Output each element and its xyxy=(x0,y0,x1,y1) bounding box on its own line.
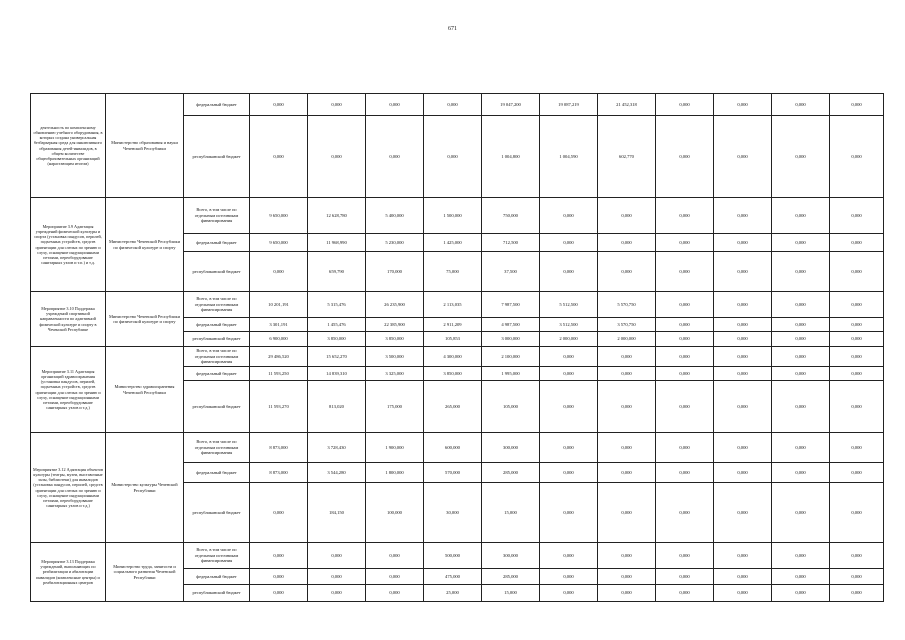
amount-cell: 0,000 xyxy=(714,585,772,602)
amount-cell: 0,000 xyxy=(656,116,714,198)
amount-cell: 3 000,000 xyxy=(482,332,540,347)
amount-cell: 0,000 xyxy=(830,543,884,569)
amount-cell: 659,790 xyxy=(308,252,366,292)
amount-cell: 2 113,035 xyxy=(424,292,482,318)
amount-cell: 750,000 xyxy=(482,198,540,234)
amount-cell: 14 839,310 xyxy=(308,367,366,381)
amount-cell: 3 500,000 xyxy=(366,347,424,367)
amount-cell: 100,000 xyxy=(366,483,424,543)
amount-cell: 0,000 xyxy=(830,569,884,585)
executor-cell: Министерство Чеченской Республики по физической культуре и спорту xyxy=(106,292,184,347)
amount-cell: 0,000 xyxy=(714,367,772,381)
amount-cell: 0,000 xyxy=(250,569,308,585)
amount-cell: 0,000 xyxy=(250,252,308,292)
executor-cell: Министерство Чеченской Республики по физической культуре и спорту xyxy=(106,198,184,292)
amount-cell: 0,000 xyxy=(598,433,656,463)
amount-cell: 3 512,500 xyxy=(540,318,598,332)
amount-cell: 0,000 xyxy=(772,569,830,585)
amount-cell: 0,000 xyxy=(714,463,772,483)
amount-cell: 0,000 xyxy=(656,347,714,367)
amount-cell: 1 900,000 xyxy=(366,433,424,463)
amount-cell: 0,000 xyxy=(772,292,830,318)
table-row xyxy=(31,347,884,367)
table-row xyxy=(31,543,884,569)
amount-cell: 0,000 xyxy=(424,94,482,116)
amount-cell: 0,000 xyxy=(598,198,656,234)
amount-cell: 0,000 xyxy=(598,347,656,367)
funding-source-cell: республиканский бюджет xyxy=(184,483,250,543)
amount-cell: 5 230,000 xyxy=(366,234,424,252)
amount-cell: 0,000 xyxy=(714,116,772,198)
amount-cell: 3 325,000 xyxy=(366,367,424,381)
funding-source-cell: республиканский бюджет xyxy=(184,381,250,433)
amount-cell: 1 425,000 xyxy=(424,234,482,252)
amount-cell: 0,000 xyxy=(250,483,308,543)
amount-cell: 0,000 xyxy=(656,569,714,585)
amount-cell: 4 987,500 xyxy=(482,318,540,332)
amount-cell: 8 873,000 xyxy=(250,433,308,463)
amount-cell: 11 593,250 xyxy=(250,367,308,381)
amount-cell: 0,000 xyxy=(308,94,366,116)
amount-cell: 265,000 xyxy=(424,381,482,433)
amount-cell: 22 385,900 xyxy=(366,318,424,332)
funding-source-cell: федеральный бюджет xyxy=(184,463,250,483)
amount-cell: 0,000 xyxy=(772,543,830,569)
amount-cell: 0,000 xyxy=(598,252,656,292)
amount-cell: 21 452,318 xyxy=(598,94,656,116)
amount-cell: 8 873,000 xyxy=(250,463,308,483)
amount-cell: 0,000 xyxy=(830,318,884,332)
amount-cell: 0,000 xyxy=(540,463,598,483)
amount-cell: 2 100,000 xyxy=(482,347,540,367)
amount-cell: 7 987,500 xyxy=(482,292,540,318)
amount-cell: 0,000 xyxy=(308,116,366,198)
amount-cell: 15,000 xyxy=(482,483,540,543)
budget-table xyxy=(30,93,884,602)
amount-cell: 0,000 xyxy=(772,381,830,433)
amount-cell: 0,000 xyxy=(830,198,884,234)
amount-cell: 0,000 xyxy=(540,433,598,463)
amount-cell: 602,770 xyxy=(598,116,656,198)
amount-cell: 3 301,191 xyxy=(250,318,308,332)
amount-cell: 0,000 xyxy=(772,347,830,367)
table-row xyxy=(31,433,884,463)
funding-source-cell: федеральный бюджет xyxy=(184,318,250,332)
table-row xyxy=(31,292,884,318)
amount-cell: 285,000 xyxy=(482,463,540,483)
funding-source-cell: федеральный бюджет xyxy=(184,94,250,116)
amount-cell: 0,000 xyxy=(308,569,366,585)
amount-cell: 0,000 xyxy=(714,292,772,318)
amount-cell: 0,000 xyxy=(540,234,598,252)
funding-source-cell: федеральный бюджет xyxy=(184,234,250,252)
amount-cell: 0,000 xyxy=(772,483,830,543)
amount-cell: 0,000 xyxy=(714,234,772,252)
amount-cell: 0,000 xyxy=(772,318,830,332)
amount-cell: 0,000 xyxy=(366,116,424,198)
amount-cell: 9 650,000 xyxy=(250,234,308,252)
amount-cell: 0,000 xyxy=(656,585,714,602)
amount-cell: 5 400,000 xyxy=(366,198,424,234)
amount-cell: 105,853 xyxy=(424,332,482,347)
measure-name-cell: Мероприятие 3.12 Адаптация объектов культуры (театры, музеи, выставочные залы, библиотеки) для инвалидов (установка пандусов, перилей, средств ориентации для слепых по зрению и слуху, оснащение индукционными петлями, переоборудование санитарных узлов и т.д.) xyxy=(31,433,106,543)
amount-cell: 0,000 xyxy=(714,433,772,463)
executor-cell: Министерство образования и науки Чеченской Республики xyxy=(106,94,184,198)
amount-cell: 0,000 xyxy=(598,381,656,433)
amount-cell: 5 512,500 xyxy=(540,292,598,318)
amount-cell: 0,000 xyxy=(714,94,772,116)
amount-cell: 0,000 xyxy=(656,332,714,347)
amount-cell: 0,000 xyxy=(540,381,598,433)
amount-cell: 12 628,780 xyxy=(308,198,366,234)
amount-cell: 0,000 xyxy=(656,198,714,234)
amount-cell: 0,000 xyxy=(424,116,482,198)
amount-cell: 0,000 xyxy=(366,94,424,116)
amount-cell: 0,000 xyxy=(830,433,884,463)
amount-cell: 3 544,280 xyxy=(308,463,366,483)
amount-cell: 0,000 xyxy=(656,234,714,252)
amount-cell: 0,000 xyxy=(830,367,884,381)
amount-cell: 0,000 xyxy=(656,367,714,381)
amount-cell: 0,000 xyxy=(772,198,830,234)
amount-cell: 3 850,000 xyxy=(424,367,482,381)
amount-cell: 0,000 xyxy=(656,292,714,318)
amount-cell: 0,000 xyxy=(772,367,830,381)
amount-cell: 0,000 xyxy=(540,569,598,585)
amount-cell: 0,000 xyxy=(772,252,830,292)
amount-cell: 0,000 xyxy=(308,585,366,602)
amount-cell: 10 201,191 xyxy=(250,292,308,318)
amount-cell: 0,000 xyxy=(540,543,598,569)
amount-cell: 2 911,209 xyxy=(424,318,482,332)
amount-cell: 4 300,000 xyxy=(424,347,482,367)
measure-name-cell: Мероприятие 3.13 Поддержка учреждений, выполняющих по реабилитации и абилитации инвалидов (комплексные центры) и реабилитационных центров xyxy=(31,543,106,602)
amount-cell: 500,000 xyxy=(424,543,482,569)
amount-cell: 0,000 xyxy=(308,543,366,569)
amount-cell: 0,000 xyxy=(772,585,830,602)
measure-name-cell: деятельность по комплексному обновлению учебного оборудования, в которых создана универсальная безбарьерная среда для инклюзивного образования детей-инвалидов, в общем количестве общеобразовательных организаций (нарастающим итогом) xyxy=(31,94,106,198)
page-number: 671 xyxy=(448,26,457,32)
funding-source-cell: республиканский бюджет xyxy=(184,585,250,602)
funding-source-cell: республиканский бюджет xyxy=(184,116,250,198)
amount-cell: 0,000 xyxy=(830,381,884,433)
amount-cell: 600,000 xyxy=(424,433,482,463)
amount-cell: 570,000 xyxy=(424,463,482,483)
measure-name-cell: Мероприятие 3.9 Адаптация учреждений физической культуры и спорта (установка пандусов, перилей, подъемных устройств, средств ориентации для слепых по зрению и слуху, оснащение индукционными петлями, переоборудование санитарных узлов и т.п.) и т.д. xyxy=(31,198,106,292)
table-row xyxy=(31,198,884,234)
amount-cell: 0,000 xyxy=(540,347,598,367)
amount-cell: 712,500 xyxy=(482,234,540,252)
funding-source-cell: Всего, в том числе по отдельным источникам финансирования xyxy=(184,292,250,318)
amount-cell: 0,000 xyxy=(714,198,772,234)
amount-cell: 1 004,590 xyxy=(540,116,598,198)
amount-cell: 0,000 xyxy=(598,367,656,381)
measure-name-cell: Мероприятие 3.11 Адаптация организаций здравоохранения (установка пандусов, перилей, подъемных устройств, средств ориентации для слепых по зрению и слуху, оснащение индукционными петлями, переоборудование санитарных узлов и т.д.) xyxy=(31,347,106,433)
amount-cell: 0,000 xyxy=(830,116,884,198)
amount-cell: 25,000 xyxy=(424,585,482,602)
amount-cell: 0,000 xyxy=(598,483,656,543)
funding-source-cell: Всего, в том числе по отдельным источникам финансирования xyxy=(184,198,250,234)
amount-cell: 0,000 xyxy=(656,463,714,483)
funding-source-cell: Всего, в том числе по отдельным источникам финансирования xyxy=(184,347,250,367)
amount-cell: 475,000 xyxy=(424,569,482,585)
amount-cell: 0,000 xyxy=(656,433,714,463)
amount-cell: 3 850,000 xyxy=(366,332,424,347)
measure-name-cell: Мероприятие 3.10 Поддержка учреждений спортивной направленности по адаптивной физической культуре и спорту в Чеченской Республике xyxy=(31,292,106,347)
amount-cell: 0,000 xyxy=(714,569,772,585)
amount-cell: 0,000 xyxy=(598,569,656,585)
amount-cell: 0,000 xyxy=(830,347,884,367)
amount-cell: 0,000 xyxy=(366,569,424,585)
amount-cell: 15 652,270 xyxy=(308,347,366,367)
amount-cell: 1 800,000 xyxy=(366,463,424,483)
amount-cell: 0,000 xyxy=(656,483,714,543)
amount-cell: 0,000 xyxy=(772,94,830,116)
amount-cell: 0,000 xyxy=(656,252,714,292)
amount-cell: 0,000 xyxy=(366,585,424,602)
amount-cell: 29 486,520 xyxy=(250,347,308,367)
amount-cell: 9 650,000 xyxy=(250,198,308,234)
amount-cell: 6 900,000 xyxy=(250,332,308,347)
amount-cell: 0,000 xyxy=(598,234,656,252)
funding-source-cell: республиканский бюджет xyxy=(184,332,250,347)
amount-cell: 0,000 xyxy=(772,463,830,483)
amount-cell: 0,000 xyxy=(250,94,308,116)
amount-cell: 3 850,000 xyxy=(308,332,366,347)
funding-source-cell: республиканский бюджет xyxy=(184,252,250,292)
amount-cell: 0,000 xyxy=(250,585,308,602)
amount-cell: 2 000,000 xyxy=(598,332,656,347)
amount-cell: 0,000 xyxy=(598,543,656,569)
amount-cell: 26 235,900 xyxy=(366,292,424,318)
amount-cell: 0,000 xyxy=(540,198,598,234)
amount-cell: 19 047,200 xyxy=(482,94,540,116)
amount-cell: 0,000 xyxy=(830,463,884,483)
amount-cell: 0,000 xyxy=(250,543,308,569)
amount-cell: 0,000 xyxy=(656,318,714,332)
amount-cell: 30,000 xyxy=(424,483,482,543)
amount-cell: 2 000,000 xyxy=(540,332,598,347)
amount-cell: 0,000 xyxy=(830,483,884,543)
amount-cell: 0,000 xyxy=(656,543,714,569)
amount-cell: 1 455,476 xyxy=(308,318,366,332)
amount-cell: 300,000 xyxy=(482,433,540,463)
amount-cell: 0,000 xyxy=(250,116,308,198)
amount-cell: 184,150 xyxy=(308,483,366,543)
amount-cell: 0,000 xyxy=(714,483,772,543)
amount-cell: 0,000 xyxy=(540,585,598,602)
amount-cell: 5 570,750 xyxy=(598,292,656,318)
amount-cell: 0,000 xyxy=(714,543,772,569)
amount-cell: 3 570,750 xyxy=(598,318,656,332)
amount-cell: 0,000 xyxy=(656,94,714,116)
amount-cell: 0,000 xyxy=(772,433,830,463)
amount-cell: 0,000 xyxy=(540,483,598,543)
amount-cell: 5 315,476 xyxy=(308,292,366,318)
amount-cell: 1 500,000 xyxy=(424,198,482,234)
amount-cell: 285,000 xyxy=(482,569,540,585)
table-row xyxy=(31,94,884,116)
amount-cell: 0,000 xyxy=(714,381,772,433)
amount-cell: 0,000 xyxy=(714,318,772,332)
amount-cell: 0,000 xyxy=(598,585,656,602)
amount-cell: 0,000 xyxy=(772,116,830,198)
funding-source-cell: Всего, в том числе по отдельным источникам финансирования xyxy=(184,543,250,569)
amount-cell: 0,000 xyxy=(830,332,884,347)
amount-cell: 0,000 xyxy=(598,463,656,483)
amount-cell: 0,000 xyxy=(540,252,598,292)
funding-source-cell: Всего, в том числе по отдельным источникам финансирования xyxy=(184,433,250,463)
funding-source-cell: федеральный бюджет xyxy=(184,569,250,585)
amount-cell: 19 087,219 xyxy=(540,94,598,116)
amount-cell: 1 995,000 xyxy=(482,367,540,381)
amount-cell: 1 004,800 xyxy=(482,116,540,198)
amount-cell: 15,000 xyxy=(482,585,540,602)
amount-cell: 300,000 xyxy=(482,543,540,569)
executor-cell: Министерство здравоохранения Чеченской Республики xyxy=(106,347,184,433)
executor-cell: Министерство труда, занятости и социального развития Чеченской Республики xyxy=(106,543,184,602)
executor-cell: Министерство культуры Чеченской Республики xyxy=(106,433,184,543)
amount-cell: 0,000 xyxy=(366,543,424,569)
amount-cell: 0,000 xyxy=(540,367,598,381)
amount-cell: 813,020 xyxy=(308,381,366,433)
amount-cell: 0,000 xyxy=(714,252,772,292)
amount-cell: 0,000 xyxy=(830,234,884,252)
amount-cell: 175,000 xyxy=(366,381,424,433)
amount-cell: 0,000 xyxy=(714,332,772,347)
amount-cell: 0,000 xyxy=(772,332,830,347)
amount-cell: 11 593,270 xyxy=(250,381,308,433)
amount-cell: 0,000 xyxy=(830,585,884,602)
amount-cell: 105,000 xyxy=(482,381,540,433)
amount-cell: 170,000 xyxy=(366,252,424,292)
amount-cell: 0,000 xyxy=(714,347,772,367)
amount-cell: 0,000 xyxy=(656,381,714,433)
amount-cell: 75,000 xyxy=(424,252,482,292)
amount-cell: 11 968,990 xyxy=(308,234,366,252)
amount-cell: 0,000 xyxy=(830,252,884,292)
amount-cell: 3 728,430 xyxy=(308,433,366,463)
amount-cell: 37,500 xyxy=(482,252,540,292)
amount-cell: 0,000 xyxy=(772,234,830,252)
amount-cell: 0,000 xyxy=(830,94,884,116)
funding-source-cell: федеральный бюджет xyxy=(184,367,250,381)
amount-cell: 0,000 xyxy=(830,292,884,318)
